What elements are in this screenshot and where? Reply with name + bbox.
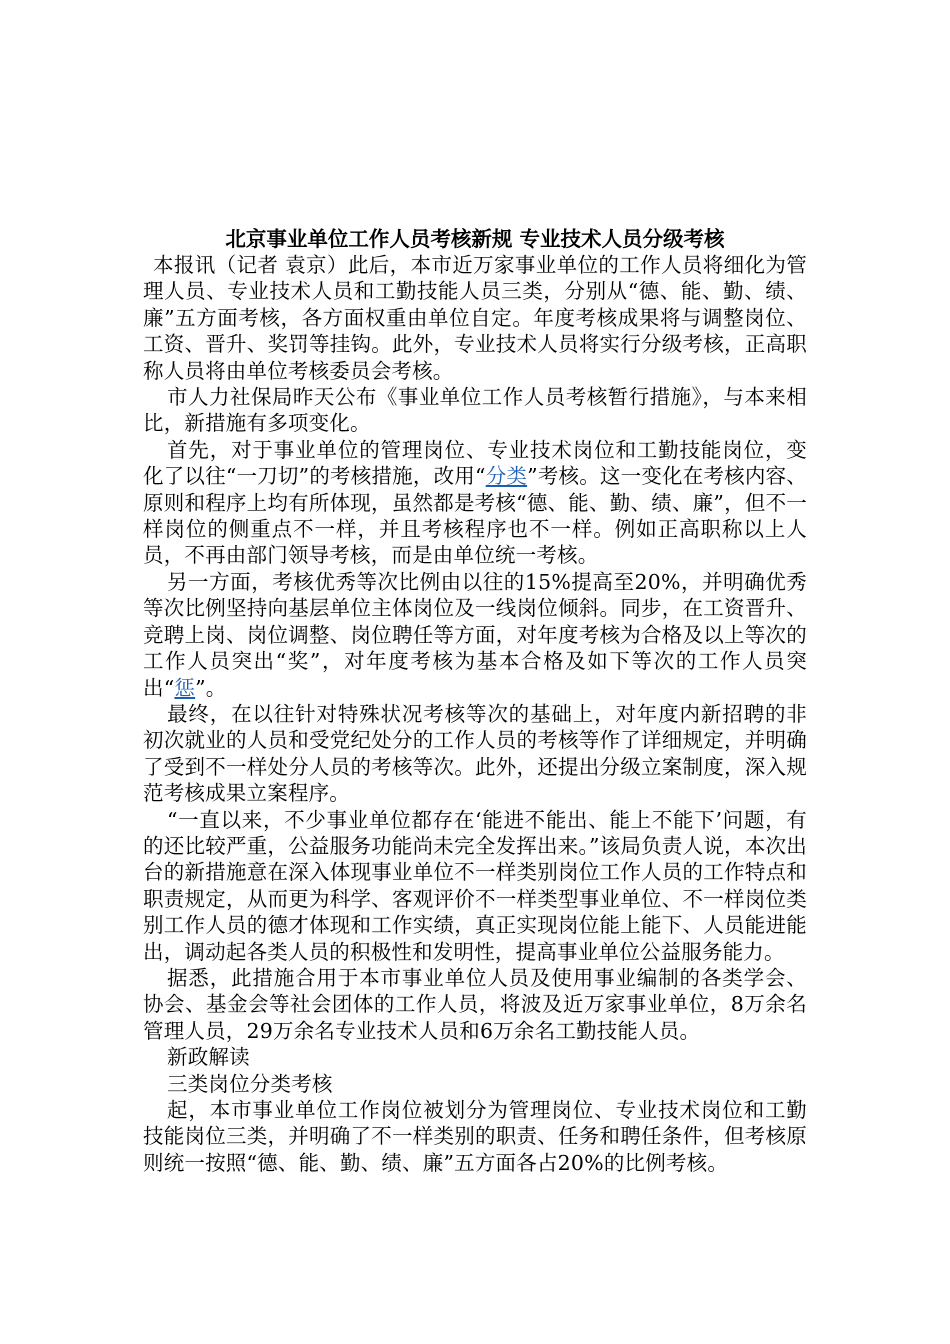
document-page bbox=[143, 226, 807, 1176]
paragraph-scope: 据悉，此措施合用于本市事业单位人员及使用事业编制的各类学会、协会、基金会等社会团体的工作人员，将波及近万家事业单位，8万余名管理人员，29万余名专业技术人员和6万余名工勤技能人员。 bbox=[143, 965, 807, 1043]
category-link[interactable]: 分类 bbox=[485, 464, 528, 489]
section-subheading-three-categories: 三类岗位分类考核 bbox=[167, 1071, 333, 1096]
paragraph-ratio-change bbox=[143, 569, 807, 701]
paragraph-final-change: 最终，在以往针对特殊状况考核等次的基础上，对年度内新招聘的非初次就业的人员和受党纪处分的工作人员的考核等作了详细规定，并明确了受到不一样处分人员的考核等次。此外，还提出分级立案制度，深入规范考核成果立案程序。 bbox=[143, 701, 807, 806]
paragraph-announcement: 市人力社保局昨天公布《事业单位工作人员考核暂行措施》，与本来相比，新措施有多项变化。 bbox=[143, 385, 807, 436]
paragraph-first-change bbox=[143, 437, 807, 569]
paragraph-text-segment: ”。 bbox=[195, 675, 227, 700]
paragraph-text-segment: ”考核。这一变化在考核内容、原则和程序上均有所体现，虽然都是考核“德、能、勤、绩、廉”，但不一样岗位的侧重点不一样，并且考核程序也不一样。例如正高职称以上人员，不再由部门领导考核，而是由单位统一考核。 bbox=[143, 464, 808, 568]
section-heading-policy-interpretation: 新政解读 bbox=[167, 1045, 250, 1070]
article-title: 北京事业单位工作人员考核新规 专业技术人员分级考核 bbox=[225, 227, 725, 251]
paragraph-text-segment: 另一方面，考核优秀等次比例由以往的15%提高至20%，并明确优秀等次比例坚持向基层单位主体岗位及一线岗位倾斜。同步，在工资晋升、竞聘上岗、岗位调整、岗位聘任等方面，对年度考核为合格及以上等次的工作人员突出“奖”，对年度考核为基本合格及如下等次的工作人员突出“ bbox=[143, 569, 807, 700]
paragraph-intro: 本报讯（记者 袁京）此后，本市近万家事业单位的工作人员将细化为管理人员、专业技术人员和工勤技能人员三类，分别从“德、能、勤、绩、廉”五方面考核，各方面权重由单位自定。年度考核成果将与调整岗位、工资、晋升、奖罚等挂钩。此外，专业技术人员将实行分级考核，正高职称人员将由单位考核委员会考核。 bbox=[143, 253, 807, 383]
paragraph-categories-detail: 起，本市事业单位工作岗位被划分为管理岗位、专业技术岗位和工勤技能岗位三类，并明确了不一样类别的职责、任务和聘任条件，但考核原则统一按照“德、能、勤、绩、廉”五方面各占20%的比例考核。 bbox=[143, 1098, 807, 1175]
paragraph-text-segment: 首先，对于事业单位的管理岗位、专业技术岗位和工勤技能岗位，变化了以往“一刀切”的考核措施，改用“ bbox=[143, 437, 807, 489]
punishment-link[interactable]: 惩 bbox=[174, 675, 196, 700]
paragraph-official-quote: “一直以来，不少事业单位都存在‘能进不能出、能上不能下’问题，有的还比较严重，公益服务功能尚未完全发挥出来。”该局负责人说，本次出台的新措施意在深入体现事业单位不一样类别岗位工作人员的工作特点和职责规定，从而更为科学、客观评价不一样类型事业单位、不一样岗位类别工作人员的德才体现和工作实绩，真正实现岗位能上能下、人员能进能出，调动起各类人员的积极性和发明性，提高事业单位公益服务能力。 bbox=[143, 807, 807, 964]
